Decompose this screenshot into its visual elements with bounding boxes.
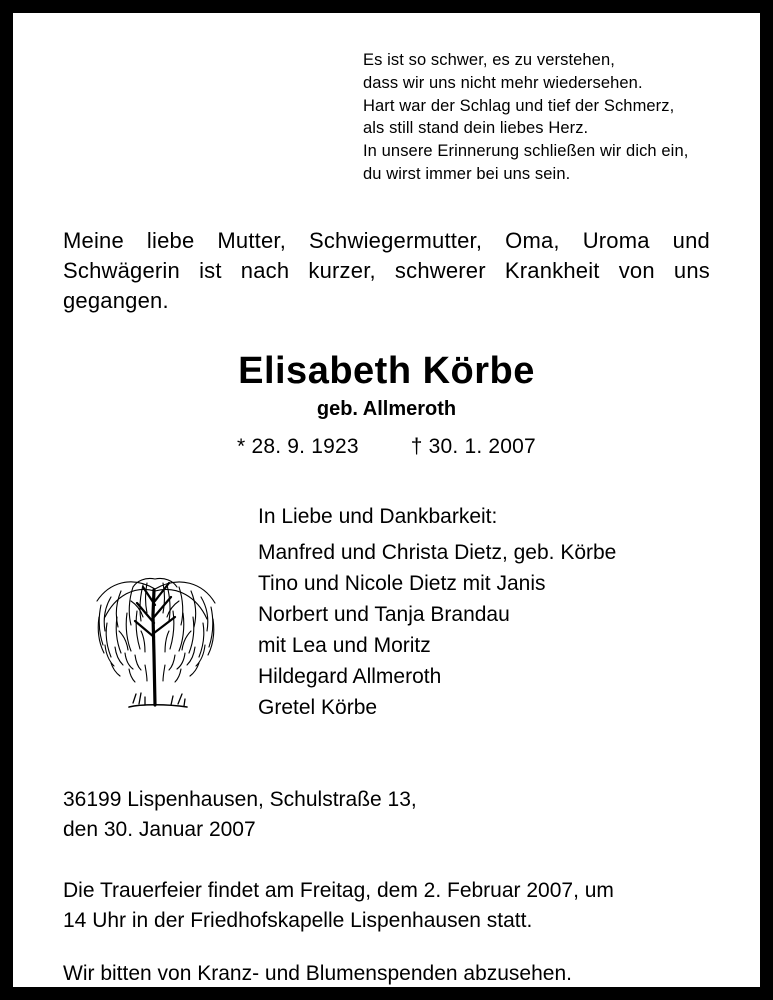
- poem-line: Hart war der Schlag und tief der Schmerz,: [363, 96, 675, 115]
- family-list: [248, 501, 710, 723]
- family-member: Hildegard Allmeroth: [258, 664, 442, 688]
- flowers-request: Wir bitten von Kranz- und Blumenspenden abzusehen.: [63, 961, 572, 985]
- address-line: 36199 Lispenhausen, Schulstraße 13,: [63, 788, 417, 812]
- weeping-tree-illustration: [63, 501, 248, 720]
- name-block: [63, 351, 710, 460]
- poem-line: als still stand dein liebes Herz.: [363, 119, 589, 138]
- family-member: Gretel Körbe: [258, 695, 378, 719]
- family-member: Norbert und Tanja Brandau: [258, 602, 510, 626]
- poem-line: Es ist so schwer, es zu verstehen,: [363, 51, 615, 69]
- family-member: mit Lea und Moritz: [258, 633, 431, 657]
- poem-line: dass wir uns nicht mehr wiedersehen.: [363, 73, 643, 92]
- obituary-card: [13, 13, 760, 987]
- poem-line: du wirst immer bei uns sein.: [363, 164, 571, 183]
- poem-line: In unsere Erinnerung schließen wir dich ein,: [363, 142, 689, 161]
- address-block: [63, 785, 710, 846]
- life-dates: [63, 435, 710, 459]
- ceremony-line: 14 Uhr in der Friedhofskapelle Lispenhausen statt.: [63, 909, 533, 933]
- ceremony-line: Die Trauerfeier findet am Freitag, dem 2. Februar 2007, um: [63, 878, 614, 902]
- deceased-name: Elisabeth Körbe: [238, 349, 535, 392]
- maiden-name: geb. Allmeroth: [316, 398, 457, 421]
- tree-and-family: [63, 501, 710, 723]
- intro-paragraph: Meine liebe Mutter, Schwiegermutter, Oma, Uroma und Schwägerin ist nach kurzer, schwerer Krankheit von uns gegangen.: [63, 227, 710, 314]
- ceremony-block: [63, 876, 710, 937]
- address-date: den 30. Januar 2007: [63, 818, 256, 842]
- poem-block: [63, 13, 710, 186]
- birth-date: * 28. 9. 1923: [237, 435, 359, 459]
- death-date: † 30. 1. 2007: [410, 435, 536, 459]
- family-member: Manfred und Christa Dietz, geb. Körbe: [258, 540, 617, 564]
- family-member: Tino und Nicole Dietz mit Janis: [258, 571, 546, 595]
- family-lead: In Liebe und Dankbarkeit:: [258, 505, 498, 529]
